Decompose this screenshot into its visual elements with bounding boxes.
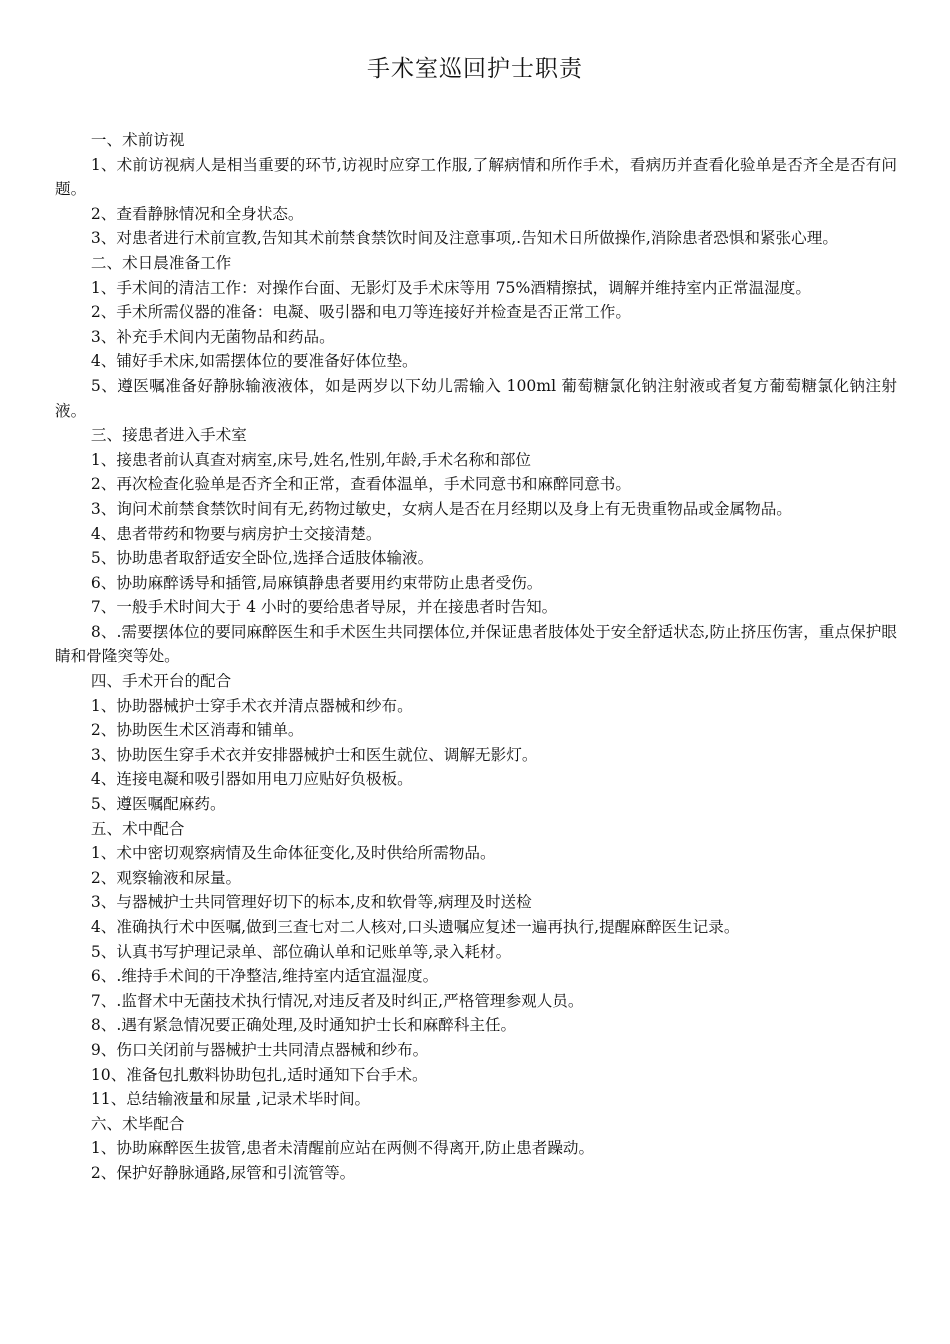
list-item: 3、与器械护士共同管理好切下的标本,皮和软骨等,病理及时送检 [90,893,532,912]
list-item: 10、准备包扎敷料协助包扎,适时通知下台手术。 [90,1065,428,1084]
list-item: 11、总结输液量和尿量 ,记录术毕时间。 [90,1090,371,1109]
list-item: 2、观察输液和尿量。 [90,868,242,887]
list-item: 4、患者带药和物要与病房护士交接清楚。 [90,524,382,543]
section-heading: 一、术前访视 [90,131,185,149]
list-item: 4、连接电凝和吸引器如用电刀应贴好负极板。 [90,770,413,789]
list-item: 7、.监督术中无菌技术执行情况,对违反者及时纠正,严格管理参观人员。 [90,991,584,1010]
list-item: 1、接患者前认真查对病室,床号,姓名,性别,年龄,手术名称和部位 [90,450,532,469]
list-item: 2、查看静脉情况和全身状态。 [90,204,304,223]
section-preoperative-visit [55,128,897,251]
list-item: 5、认真书写护理记录单、部位确认单和记账单等,录入耗材。 [90,942,512,961]
section-heading: 五、术中配合 [90,819,185,838]
section-heading: 六、术毕配合 [90,1114,185,1133]
list-item: 5、遵医嘱配麻药。 [90,795,226,814]
list-item: 1、术前访视病人是相当重要的环节,访视时应穿工作服,了解病情和所作手术，看病历并查看化验单是否齐全是否有问题。 [55,155,897,199]
list-item: 4、铺好手术床,如需摆体位的要准备好体位垫。 [90,352,418,371]
list-item: 3、对患者进行术前宣教,告知其术前禁食禁饮时间及注意事项,.告知术日所做操作,消除患者恐惧和紧张心理。 [90,229,838,248]
list-item: 1、术中密切观察病情及生命体征变化,及时供给所需物品。 [90,844,496,863]
list-item: 2、手术所需仪器的准备：电凝、吸引器和电刀等连接好并检查是否正常工作。 [90,303,631,322]
list-item: 6、协助麻醉诱导和插管,局麻镇静患者要用约束带防止患者受伤。 [90,573,543,592]
list-item: 2、协助医生术区消毒和铺单。 [90,721,304,740]
list-item: 7、一般手术时间大于 4 小时的要给患者导尿，并在接患者时告知。 [90,598,558,617]
list-item: 2、保护好静脉通路,尿管和引流管等。 [90,1163,356,1182]
list-item: 1、协助器械护士穿手术衣并清点器械和纱布。 [90,696,413,715]
list-item: 3、补充手术间内无菌物品和药品。 [90,327,335,346]
section-morning-preparation [55,251,897,423]
list-item: 1、协助麻醉医生拔管,患者未清醒前应站在两侧不得离开,防止患者躁动。 [90,1139,595,1158]
document-title: 手术室巡回护士职责 [367,56,583,82]
section-heading: 三、接患者进入手术室 [90,426,247,445]
list-item: 1、手术间的清洁工作：对操作台面、无影灯及手术床等用 75%酒精擦拭，调解并维持室内正常温湿度。 [90,278,811,297]
list-item: 2、再次检查化验单是否齐全和正常，查看体温单，手术同意书和麻醉同意书。 [90,475,631,494]
list-item: 5、协助患者取舒适安全卧位,选择合适肢体输液。 [90,549,434,568]
section-heading: 二、术日晨准备工作 [90,253,232,272]
document-body [55,128,897,1186]
list-item: 3、协助医生穿手术衣并安排器械护士和医生就位、调解无影灯。 [90,745,538,764]
list-item: 8、.遇有紧急情况要正确处理,及时通知护士长和麻醉科主任。 [90,1016,517,1035]
list-item: 6、.维持手术间的干净整洁,维持室内适宜温湿度。 [90,967,439,986]
list-item: 9、伤口关闭前与器械护士共同清点器械和纱布。 [90,1040,429,1059]
list-item: 3、询问术前禁食禁饮时间有无,药物过敏史，女病人是否在月经期以及身上有无贵重物品或金属物品。 [90,499,792,518]
section-postoperative [55,1112,897,1186]
list-item: 5、遵医嘱准备好静脉输液液体，如是两岁以下幼儿需输入 100ml 葡萄糖氯化钠注射液或者复方葡萄糖氯化钠注射液。 [55,376,897,420]
section-intraoperative [55,817,897,1112]
list-item: 8、.需要摆体位的要同麻醉医生和手术医生共同摆体位,并保证患者肢体处于安全舒适状态,防止挤压伤害，重点保护眼睛和骨隆突等处。 [55,622,897,666]
section-heading: 四、手术开台的配合 [90,672,232,691]
section-receiving-patient [55,423,897,669]
section-surgery-start [55,669,897,817]
list-item: 4、准确执行术中医嘱,做到三查七对二人核对,口头遗嘱应复述一遍再执行,提醒麻醉医生记录。 [90,918,740,936]
